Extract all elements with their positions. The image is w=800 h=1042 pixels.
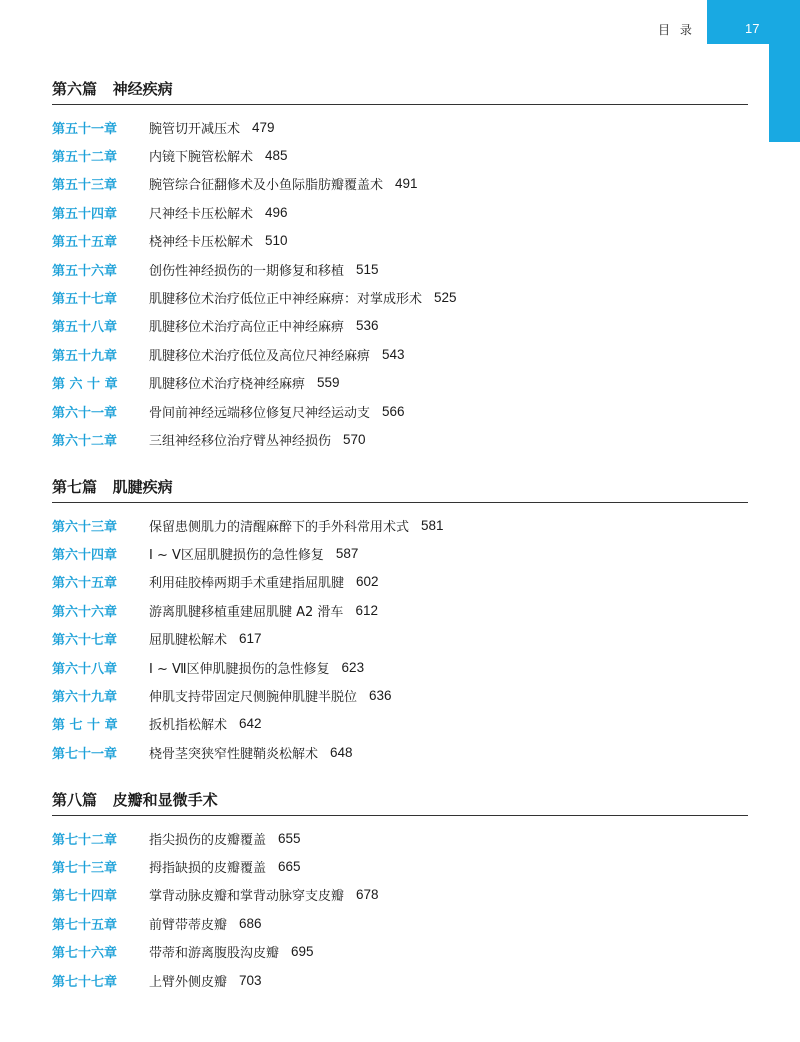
chapter-title: 指尖损伤的皮瓣覆盖 (149, 832, 267, 848)
chapter-page-number: 515 (356, 261, 379, 277)
part-title: 第六篇 神经疾病 (52, 77, 748, 105)
chapter-page-number: 602 (356, 574, 379, 590)
chapter-number: 第五十五章 (52, 235, 118, 251)
chapter-number: 第 七 十 章 (52, 718, 118, 734)
chapter-number: 第六十一章 (52, 405, 118, 421)
chapter-page-number: 559 (317, 375, 340, 391)
chapter-entry[interactable] (52, 966, 748, 994)
page-number-box (707, 0, 800, 44)
chapter-title: 屈肌腱松解术 (149, 633, 228, 649)
chapter-number: 第五十六章 (52, 263, 118, 279)
chapter-entry[interactable] (52, 653, 748, 681)
chapter-number: 第七十七章 (52, 974, 118, 990)
chapter-title: 肌腱移位术治疗高位正中神经麻痹 (149, 320, 345, 336)
chapter-page-number: 642 (239, 716, 262, 732)
chapter-number: 第六十二章 (52, 433, 118, 449)
chapter-number: 第六十三章 (52, 519, 118, 535)
chapter-page-number: 636 (369, 688, 392, 704)
chapter-page-number: 612 (355, 602, 378, 618)
chapter-title: 上臂外侧皮瓣 (149, 974, 228, 990)
chapter-page-number: 566 (382, 403, 405, 419)
side-tab (769, 44, 800, 142)
chapter-number: 第五十七章 (52, 292, 118, 308)
chapter-number: 第七十二章 (52, 832, 118, 848)
chapter-page-number: 665 (278, 859, 301, 875)
chapter-entry[interactable] (52, 681, 748, 709)
chapter-list (52, 824, 748, 994)
chapter-page-number: 648 (330, 744, 353, 760)
chapter-entry[interactable] (52, 738, 748, 766)
chapter-list (52, 511, 748, 767)
chapter-page-number: 686 (239, 915, 262, 931)
chapter-number: 第五十三章 (52, 178, 118, 194)
chapter-number: 第六十七章 (52, 633, 118, 649)
chapter-number: 第五十八章 (52, 320, 118, 336)
chapter-entry[interactable] (52, 938, 748, 966)
chapter-number: 第五十四章 (52, 206, 118, 222)
chapter-entry[interactable] (52, 710, 748, 738)
chapter-title: 内镜下腕管松解术 (149, 150, 254, 166)
chapter-title: 游离肌腱移植重建屈肌腱 A2 滑车 (149, 604, 344, 620)
chapter-number: 第五十二章 (52, 150, 118, 166)
chapter-entry[interactable] (52, 881, 748, 909)
chapter-entry[interactable] (52, 198, 748, 226)
chapter-title: Ⅰ ~ Ⅴ区屈肌腱损伤的急性修复 (149, 548, 324, 564)
part-title: 第八篇 皮瓣和显微手术 (52, 788, 748, 816)
chapter-entry[interactable] (52, 824, 748, 852)
chapter-number: 第七十三章 (52, 861, 118, 877)
chapter-number: 第七十六章 (52, 946, 118, 962)
chapter-title: 骨间前神经远端移位修复尺神经运动支 (149, 405, 371, 421)
chapter-title: 尺神经卡压松解术 (149, 206, 254, 222)
chapter-number: 第六十六章 (52, 604, 118, 620)
chapter-number: 第六十五章 (52, 576, 118, 592)
chapter-number: 第七十四章 (52, 889, 118, 905)
chapter-page-number: 703 (239, 972, 262, 988)
chapter-page-number: 479 (252, 119, 275, 135)
chapter-page-number: 570 (343, 431, 366, 447)
chapter-number: 第六十四章 (52, 548, 118, 564)
chapter-page-number: 695 (291, 944, 314, 960)
chapter-number: 第 六 十 章 (52, 377, 118, 393)
chapter-number: 第七十一章 (52, 746, 118, 762)
chapter-entry[interactable] (52, 283, 748, 311)
chapter-entry[interactable] (52, 511, 748, 539)
chapter-entry[interactable] (52, 596, 748, 624)
chapter-entry[interactable] (52, 369, 748, 397)
chapter-number: 第六十九章 (52, 690, 118, 706)
chapter-title: 拇指缺损的皮瓣覆盖 (149, 861, 267, 877)
chapter-page-number: 587 (335, 546, 359, 562)
chapter-title: 肌腱移位术治疗低位正中神经麻痹：对掌成形术 (149, 292, 423, 308)
chapter-entry[interactable] (52, 852, 748, 880)
chapter-title: 桡神经卡压松解术 (149, 235, 254, 251)
chapter-entry[interactable] (52, 113, 748, 141)
chapter-title: 腕管切开减压术 (149, 121, 241, 137)
chapter-entry[interactable] (52, 539, 748, 567)
chapter-title: Ⅰ ~ Ⅶ区伸肌腱损伤的急性修复 (149, 661, 330, 677)
chapter-title: 三组神经移位治疗臂丛神经损伤 (149, 433, 332, 449)
chapter-page-number: 617 (239, 631, 262, 647)
chapter-title: 伸肌支持带固定尺侧腕伸肌腱半脱位 (149, 690, 358, 706)
chapter-title: 带蒂和游离腹股沟皮瓣 (149, 946, 280, 962)
chapter-title: 创伤性神经损伤的一期修复和移植 (149, 263, 345, 279)
chapter-title: 扳机指松解术 (149, 718, 228, 734)
chapter-entry[interactable] (52, 909, 748, 937)
chapter-entry[interactable] (52, 425, 748, 453)
chapter-page-number: 485 (265, 148, 288, 164)
chapter-number: 第五十一章 (52, 121, 118, 137)
page-number: 17 (745, 21, 760, 36)
chapter-title: 肌腱移位术治疗桡神经麻痹 (149, 377, 306, 393)
chapter-title: 前臂带蒂皮瓣 (149, 917, 228, 933)
chapter-number: 第六十八章 (52, 661, 118, 677)
part-section (52, 788, 748, 994)
chapter-entry[interactable] (52, 340, 748, 368)
chapter-number: 第七十五章 (52, 917, 118, 933)
chapter-entry[interactable] (52, 170, 748, 198)
chapter-page-number: 510 (265, 233, 288, 249)
chapter-title: 桡骨茎突狭窄性腱鞘炎松解术 (149, 746, 319, 762)
chapter-list (52, 113, 748, 454)
chapter-number: 第五十九章 (52, 348, 118, 364)
chapter-page-number: 655 (278, 830, 301, 846)
part-section (52, 77, 748, 454)
chapter-entry[interactable] (52, 227, 748, 255)
part-section (52, 475, 748, 767)
chapter-title: 腕管综合征翻修术及小鱼际脂肪瓣覆盖术 (149, 178, 384, 194)
chapter-title: 利用硅胶棒两期手术重建指屈肌腱 (149, 576, 345, 592)
chapter-page-number: 525 (434, 290, 457, 306)
chapter-page-number: 536 (356, 318, 379, 334)
chapter-entry[interactable] (52, 625, 748, 653)
chapter-page-number: 496 (265, 204, 288, 220)
chapter-entry[interactable] (52, 397, 748, 425)
chapter-entry[interactable] (52, 312, 748, 340)
part-title: 第七篇 肌腱疾病 (52, 475, 748, 503)
chapter-entry[interactable] (52, 141, 748, 169)
chapter-page-number: 543 (382, 346, 405, 362)
chapter-entry[interactable] (52, 568, 748, 596)
chapter-page-number: 491 (395, 176, 418, 192)
chapter-page-number: 678 (356, 887, 379, 903)
chapter-title: 肌腱移位术治疗低位及高位尺神经麻痹 (149, 348, 371, 364)
chapter-title: 保留患侧肌力的清醒麻醉下的手外科常用术式 (149, 519, 410, 535)
chapter-entry[interactable] (52, 255, 748, 283)
chapter-page-number: 581 (421, 517, 444, 533)
chapter-title: 掌背动脉皮瓣和掌背动脉穿支皮瓣 (149, 889, 345, 905)
chapter-page-number: 623 (341, 659, 365, 675)
page-header-title: 目 录 (658, 23, 695, 37)
